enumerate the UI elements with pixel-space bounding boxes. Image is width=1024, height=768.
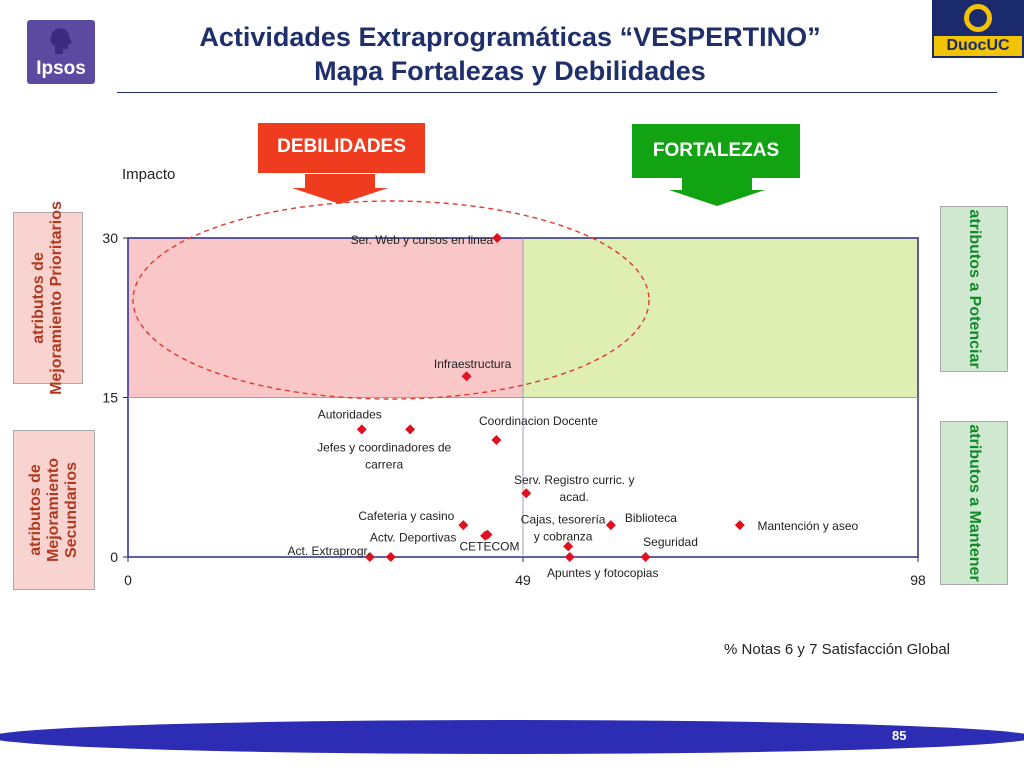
data-point-label: Autoridades (317, 407, 382, 422)
debilidades-quadrant (128, 238, 523, 398)
debilidades-arrow (292, 174, 388, 204)
data-point-label: Mantención y aseo (757, 519, 859, 534)
page-number: 85 (892, 728, 907, 743)
data-point-marker (405, 424, 415, 434)
fortalezas-tag: FORTALEZAS (632, 124, 800, 178)
y-tick-label: 0 (110, 549, 118, 565)
data-point-marker (641, 552, 651, 562)
data-point-label: Actv. Deportivas (369, 530, 457, 545)
data-point-marker (606, 520, 616, 530)
data-point-label: Coordinacion Docente (479, 414, 598, 429)
potenciar-label: atributos a Potenciar (966, 209, 983, 369)
duocuc-logo-text: DuocUC (934, 36, 1022, 56)
data-point-label: Serv. Registro curric. y acad. (513, 473, 635, 505)
debilidades-tag: DEBILIDADES (258, 123, 425, 173)
data-point-label: CETECOM (459, 539, 520, 554)
data-point-label: Ser. Web y cursos en linea (350, 233, 494, 247)
data-point-label: Infraestructura (433, 357, 512, 372)
data-point-marker (357, 424, 367, 434)
y-axis-label: Impacto (122, 166, 176, 183)
y-tick-label: 30 (102, 230, 118, 246)
x-tick-label: 49 (515, 572, 531, 588)
data-point-marker (565, 552, 575, 562)
data-point-label: Biblioteca (624, 511, 677, 526)
data-point-label: Act. Extraprogr. (287, 544, 371, 558)
data-point-label: Jefes y coordinadores de carrera (317, 440, 452, 472)
prioritarios-label: atributos de Mejoramiento Prioritarios (30, 201, 65, 395)
data-point-label: Seguridad (643, 535, 698, 549)
page-subtitle: Mapa Fortalezas y Debilidades (314, 56, 706, 86)
data-point-marker (458, 520, 468, 530)
page-title: Actividades Extraprogramáticas “VESPERTINO” (199, 22, 821, 52)
ipsos-logo-text: Ipsos (36, 58, 86, 79)
secundarios-label: atributos de Mejoramiento Secundarios (27, 458, 80, 563)
data-point-marker (386, 552, 396, 562)
footer-band (0, 720, 1024, 754)
data-point-label: Cafeteria y casino (358, 509, 455, 524)
data-point-marker (491, 435, 501, 445)
y-tick-label: 15 (102, 389, 118, 406)
data-point-label: Apuntes y fotocopias (547, 566, 659, 580)
x-tick-label: 0 (124, 572, 132, 588)
x-axis-label: % Notas 6 y 7 Satisfacción Global (724, 641, 950, 658)
fortalezas-arrow (669, 178, 765, 206)
data-point-marker (735, 520, 745, 530)
fortalezas-quadrant (523, 238, 918, 398)
x-tick-label: 98 (910, 572, 926, 588)
mantener-label: atributos a Mantener (966, 424, 983, 582)
data-point-label: Cajas, tesorería y cobranza (520, 512, 606, 544)
